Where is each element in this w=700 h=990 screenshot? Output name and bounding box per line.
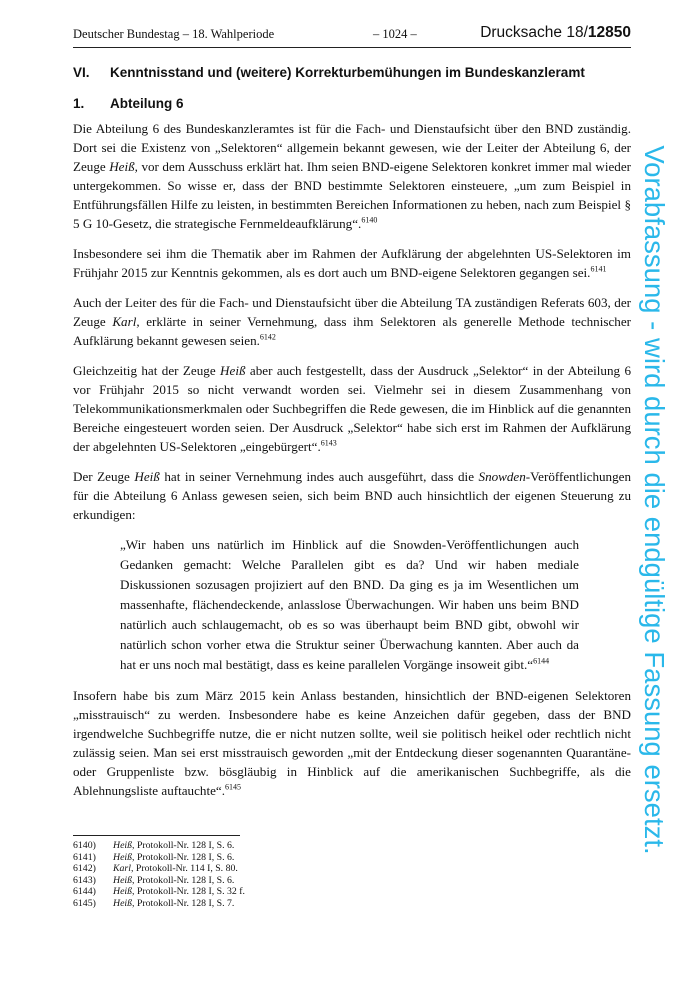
text: Der Zeuge [73, 469, 135, 484]
paragraph [73, 244, 631, 282]
text: Insofern habe bis zum März 2015 kein Anlass bestanden, hinsichtlich der BND-eigenen Selektoren „misstrauisch“ zu werden. Insbesondere habe es keine Anzeichen dafür gegeben, dass der BND irgendwelche Suchbegriffe nutze, die er nicht nutzen sollte, weil sie politisch heikel oder rechtlich nicht zulässig seien. Man sei erst misstrauisch geworden „mit der Entdeckung dieser sogenannten Quarantäne- oder Gruppenliste bzw. bösgläubig in Hinblick auf die amerikanischen Suchbegriffe, als die Ablehnungsliste auftauchte“. [73, 688, 631, 798]
footnote [73, 863, 373, 875]
footnote-name: Heiß [113, 897, 133, 909]
watermark-text: Vorabfassung - wird durch die endgültige Fassung ersetzt. [639, 145, 670, 855]
witness-name: Heiß, [109, 159, 138, 174]
footnote-ref[interactable]: 6140 [361, 215, 378, 225]
subsection-title: Abteilung 6 [110, 96, 184, 111]
footnote-name: Heiß [113, 840, 133, 851]
text: Auch der Leiter des für die Fach- und Dienstaufsicht über die Abteilung TA zuständigen Referats 603, der Zeuge [73, 295, 631, 329]
text: Gleichzeitig hat der Zeuge [73, 363, 221, 378]
page-header [73, 24, 631, 46]
footnotes [73, 840, 373, 910]
paragraph [73, 467, 631, 524]
header-drucksache [480, 24, 631, 42]
footnote-name: Karl [113, 863, 131, 875]
witness-name: Karl, [112, 314, 140, 329]
footnote-name: Heiß [113, 874, 133, 886]
quote-text: „Wir haben uns natürlich im Hinblick auf die Snowden-Veröffentlichungen auch Gedanken gemacht: Welche Parallelen gibt es da? Und wir haben mediale Diskussionen sozusagen projiziert auf den BND. Da ging es ja im Wesentlichen um massenhafte, flächendeckende, anlasslose Überwachungen. Wir haben uns beim BND natürlich auch schlaugemacht, ob es so was überhaupt beim BND gibt, obwohl wir natürlich schon vorher etwa die Struktur seiner Überwachung kannten. Aber auch da hat er uns noch mal bestätigt, dass es keine parallelen Vorgänge insoweit gibt.“ [120, 537, 579, 672]
witness-name: Heiß [134, 469, 160, 484]
text: hat in seiner Vernehmung indes auch ausgeführt, dass die [159, 469, 479, 484]
header-page-number: – 1024 – [373, 27, 417, 41]
person-name: Snowden [478, 469, 526, 484]
text: Insbesondere sei ihm die Thematik aber im Rahmen der Aufklärung der abgelehnten US-Selektoren im Frühjahr 2015 zur Kenntnis gekommen, als es dort auch um BND-eigene Selektoren gegangen sei. [73, 246, 631, 280]
footnote-number: 6145) [73, 897, 96, 909]
header-parliament: Deutscher Bundestag – 18. Wahlperiode [73, 27, 275, 41]
text: aber auch festgestellt, dass der Ausdruck „Selektor“ in der Abteilung 6 vor Frühjahr 2015 so nicht verwandt worden sei. Vielmehr sei in diesem Zusammenhang von Telekommunikationsmerkmalen oder Suchbegriffen die Rede gewesen, die im Hinblick auf die genannten Bereiche eingesteuert worden seien. Der Ausdruck „Selektor“ habe sich erst im Rahmen der Aufklärung der abgelehnten US-Selektoren „eingebürgert“. [73, 363, 632, 454]
footnote-ref[interactable]: 6144 [533, 656, 550, 666]
footnote-number: 6141) [73, 851, 96, 863]
footnote [73, 886, 373, 898]
witness-name: Heiß [220, 363, 246, 378]
footnote-source: , Protokoll-Nr. 128 I, S. 6. [132, 840, 235, 851]
footnote-name: Heiß [113, 886, 133, 898]
footnote-number: 6144) [73, 886, 96, 898]
text: vor dem Ausschuss erklärt hat. Ihm seien BND-eigene Selektoren konkret immer mal wieder untergekommen. So wisse er, dass der BND bestimmte Selektoren einsteuere, „um zum Beispiel in Entführungsfällen Hilfe zu leisten, in bestimmten Bereichen Informationen zu heben, nach zum Beispiel § 5 G 10-Gesetz, die strategische Fernmeldeaufklärung“. [73, 159, 631, 231]
drucksache-number: 12850 [587, 24, 631, 41]
footnote-source: , Protokoll-Nr. 114 I, S. 80. [130, 863, 238, 875]
footnote-source: , Protokoll-Nr. 128 I, S. 7. [132, 897, 235, 909]
footnote [73, 840, 373, 852]
subsection-heading [73, 96, 184, 111]
footnote-ref[interactable]: 6143 [320, 438, 337, 448]
text: Die Abteilung 6 des Bundeskanzleramtes ist für die Fach- und Dienstaufsicht über den BND zuständig. Dort sei die Existenz von „Selektoren“ allgemein bekannt gewesen, wie der Leiter der Abteilung 6, der Zeuge [73, 121, 631, 174]
block-quote [120, 535, 579, 675]
footnote-number: 6140) [73, 840, 96, 851]
paragraph [73, 293, 631, 350]
paragraph [73, 361, 631, 456]
section-title: Kenntnisstand und (weitere) Korrekturbemühungen im Bundeskanzleramt [110, 65, 585, 80]
footnote-rule [73, 835, 240, 836]
body-text [73, 119, 631, 811]
paragraph [73, 119, 631, 233]
footnote-ref[interactable]: 6142 [259, 332, 276, 342]
text: -Veröffentlichungen für die Abteilung 6 Anlass gewesen seien, sich beim BND auch hinsichtlich der eigenen Steuerung zu erkundigen: [73, 469, 631, 522]
header-rule [73, 47, 631, 48]
subsection-number: 1. [73, 96, 85, 111]
text: erklärte in seiner Vernehmung, dass ihm Selektoren als generelle Methode technischer Aufklärung bekannt gewesen seien. [73, 314, 631, 348]
footnote-source: , Protokoll-Nr. 128 I, S. 6. [132, 874, 235, 886]
footnote-source: , Protokoll-Nr. 128 I, S. 6. [132, 851, 235, 863]
section-number: VI. [73, 65, 90, 80]
footnote-name: Heiß [113, 851, 133, 863]
footnote [73, 898, 373, 910]
footnote [73, 852, 373, 864]
footnote-source: , Protokoll-Nr. 128 I, S. 32 f. [132, 886, 245, 898]
section-heading [73, 65, 585, 80]
footnote-number: 6142) [73, 863, 96, 875]
footnote [73, 875, 373, 887]
footnote-ref[interactable]: 6141 [590, 264, 607, 274]
footnote-ref[interactable]: 6145 [225, 782, 241, 792]
drucksache-prefix: Drucksache 18/ [480, 24, 588, 41]
draft-watermark [634, 130, 674, 870]
footnote-number: 6143) [73, 874, 96, 886]
paragraph [73, 686, 631, 800]
